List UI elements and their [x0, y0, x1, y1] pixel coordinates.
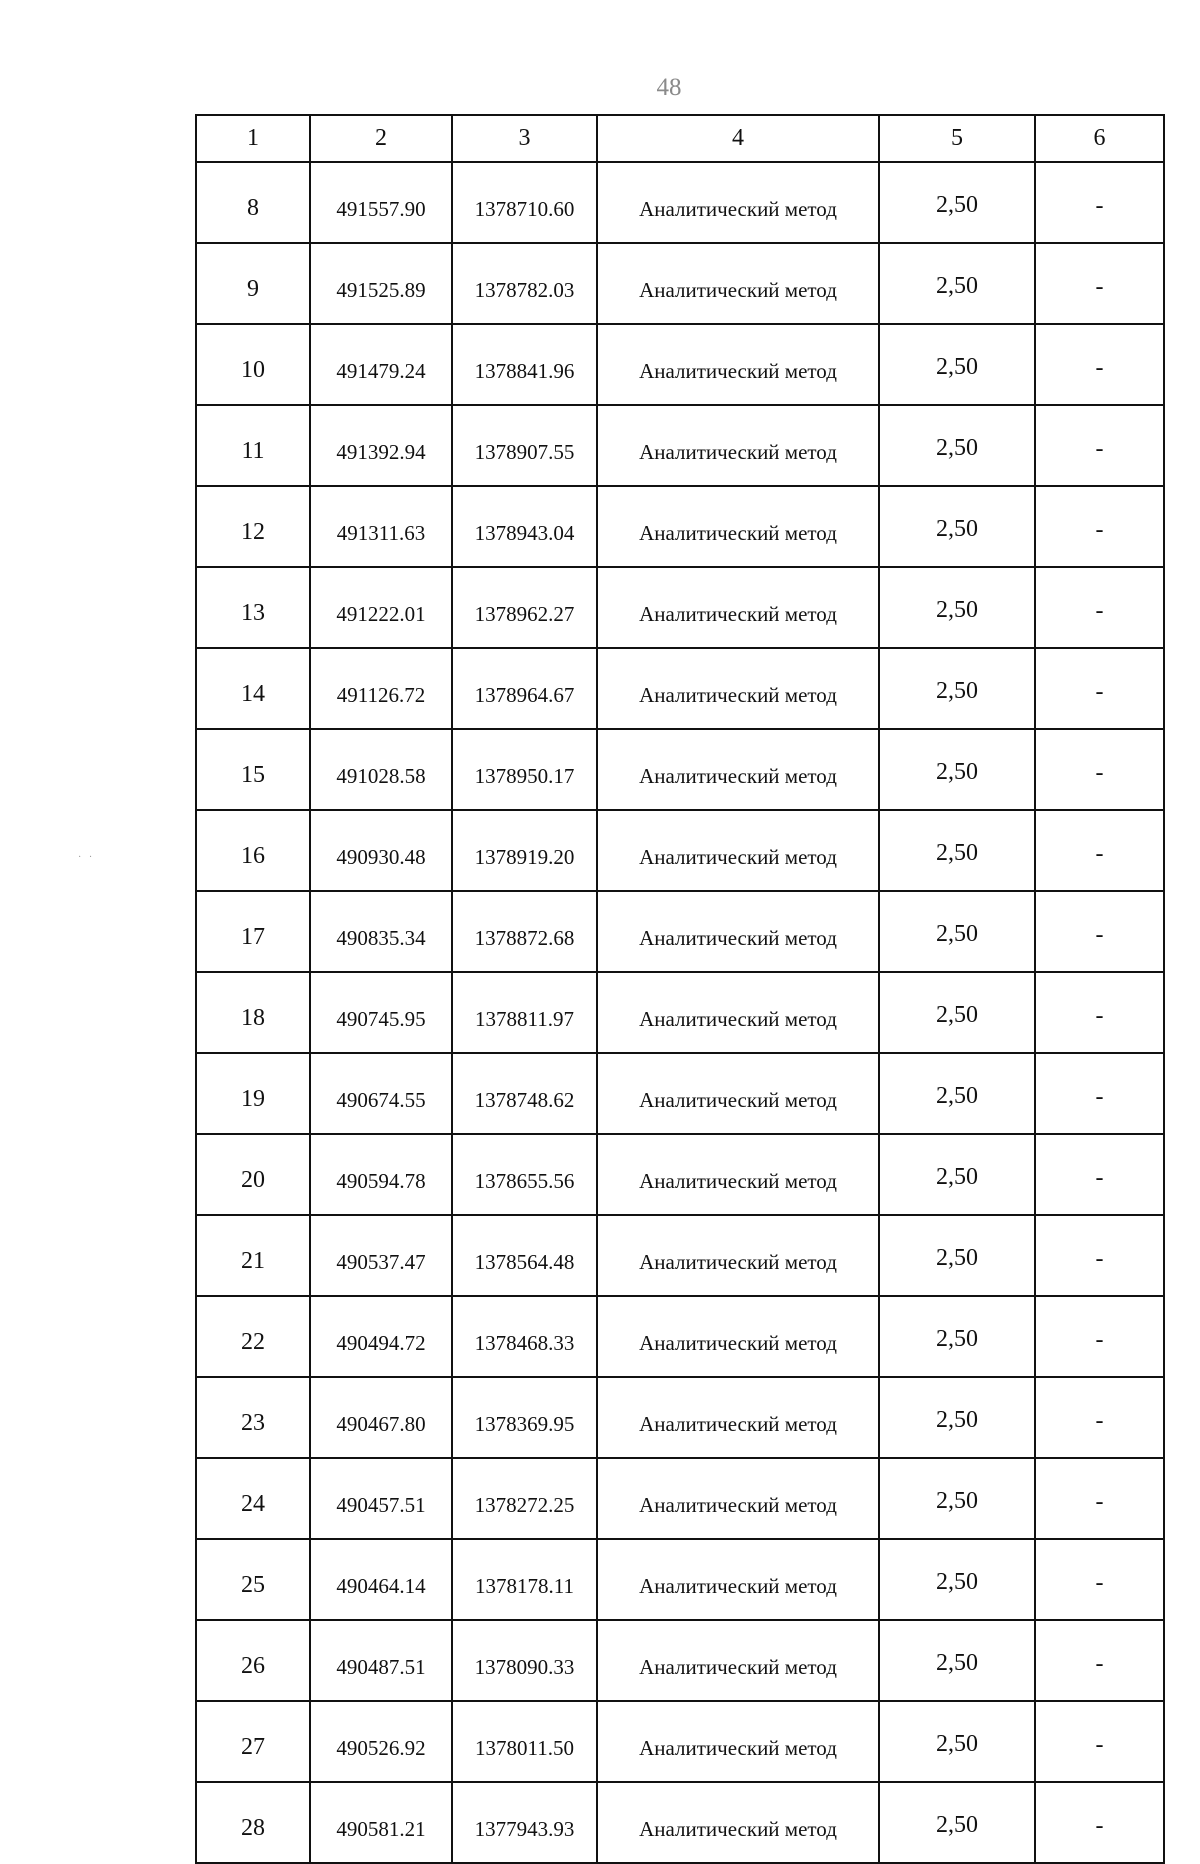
table-body [196, 162, 1164, 1863]
cell-method: Аналитический метод [597, 1377, 879, 1458]
cell-accuracy: 2,50 [879, 1782, 1035, 1863]
cell-y-coordinate: 1378811.97 [452, 972, 597, 1053]
cell-accuracy: 2,50 [879, 1296, 1035, 1377]
scan-specks: · · [78, 852, 93, 863]
cell-accuracy: 2,50 [879, 162, 1035, 243]
cell-method: Аналитический метод [597, 810, 879, 891]
cell-y-coordinate: 1377943.93 [452, 1782, 597, 1863]
cell-method: Аналитический метод [597, 324, 879, 405]
cell-y-coordinate: 1378950.17 [452, 729, 597, 810]
cell-method: Аналитический метод [597, 1782, 879, 1863]
cell-note: - [1035, 648, 1164, 729]
cell-accuracy: 2,50 [879, 1620, 1035, 1701]
cell-note: - [1035, 1134, 1164, 1215]
coordinates-table [195, 114, 1165, 1864]
cell-y-coordinate: 1378841.96 [452, 324, 597, 405]
table-row [196, 810, 1164, 891]
cell-point-number: 11 [196, 405, 310, 486]
cell-point-number: 10 [196, 324, 310, 405]
cell-accuracy: 2,50 [879, 1053, 1035, 1134]
cell-y-coordinate: 1378782.03 [452, 243, 597, 324]
cell-y-coordinate: 1378090.33 [452, 1620, 597, 1701]
page-number: 48 [656, 74, 682, 101]
cell-note: - [1035, 1296, 1164, 1377]
cell-y-coordinate: 1378962.27 [452, 567, 597, 648]
cell-x-coordinate: 490487.51 [310, 1620, 452, 1701]
cell-y-coordinate: 1378748.62 [452, 1053, 597, 1134]
cell-accuracy: 2,50 [879, 891, 1035, 972]
cell-note: - [1035, 405, 1164, 486]
cell-y-coordinate: 1378872.68 [452, 891, 597, 972]
table-row [196, 162, 1164, 243]
cell-note: - [1035, 567, 1164, 648]
cell-method: Аналитический метод [597, 891, 879, 972]
cell-method: Аналитический метод [597, 972, 879, 1053]
cell-accuracy: 2,50 [879, 1539, 1035, 1620]
cell-y-coordinate: 1378178.11 [452, 1539, 597, 1620]
cell-note: - [1035, 891, 1164, 972]
cell-y-coordinate: 1378943.04 [452, 486, 597, 567]
cell-point-number: 27 [196, 1701, 310, 1782]
cell-x-coordinate: 491479.24 [310, 324, 452, 405]
header-col-6: 6 [1035, 115, 1164, 162]
table-row [196, 891, 1164, 972]
header-col-2: 2 [310, 115, 452, 162]
cell-point-number: 16 [196, 810, 310, 891]
cell-method: Аналитический метод [597, 1539, 879, 1620]
cell-x-coordinate: 490594.78 [310, 1134, 452, 1215]
table-row [196, 486, 1164, 567]
cell-accuracy: 2,50 [879, 648, 1035, 729]
table-row [196, 1296, 1164, 1377]
table-row [196, 1782, 1164, 1863]
cell-point-number: 25 [196, 1539, 310, 1620]
table-row [196, 648, 1164, 729]
table-row [196, 972, 1164, 1053]
cell-note: - [1035, 486, 1164, 567]
cell-method: Аналитический метод [597, 1620, 879, 1701]
cell-x-coordinate: 491126.72 [310, 648, 452, 729]
cell-x-coordinate: 491222.01 [310, 567, 452, 648]
cell-x-coordinate: 490581.21 [310, 1782, 452, 1863]
cell-x-coordinate: 490835.34 [310, 891, 452, 972]
cell-note: - [1035, 1458, 1164, 1539]
cell-accuracy: 2,50 [879, 1458, 1035, 1539]
table-row [196, 1053, 1164, 1134]
table-row [196, 1620, 1164, 1701]
cell-x-coordinate: 490537.47 [310, 1215, 452, 1296]
table-row [196, 1458, 1164, 1539]
cell-accuracy: 2,50 [879, 324, 1035, 405]
cell-note: - [1035, 1377, 1164, 1458]
table-row [196, 405, 1164, 486]
cell-accuracy: 2,50 [879, 405, 1035, 486]
cell-method: Аналитический метод [597, 405, 879, 486]
cell-y-coordinate: 1378710.60 [452, 162, 597, 243]
cell-note: - [1035, 243, 1164, 324]
cell-note: - [1035, 162, 1164, 243]
cell-point-number: 8 [196, 162, 310, 243]
cell-accuracy: 2,50 [879, 810, 1035, 891]
cell-x-coordinate: 491028.58 [310, 729, 452, 810]
cell-x-coordinate: 490457.51 [310, 1458, 452, 1539]
cell-point-number: 17 [196, 891, 310, 972]
cell-x-coordinate: 491392.94 [310, 405, 452, 486]
table-row [196, 1377, 1164, 1458]
cell-x-coordinate: 490674.55 [310, 1053, 452, 1134]
cell-accuracy: 2,50 [879, 1701, 1035, 1782]
cell-note: - [1035, 972, 1164, 1053]
cell-method: Аналитический метод [597, 162, 879, 243]
cell-point-number: 13 [196, 567, 310, 648]
cell-note: - [1035, 1053, 1164, 1134]
cell-accuracy: 2,50 [879, 243, 1035, 324]
cell-method: Аналитический метод [597, 1296, 879, 1377]
cell-accuracy: 2,50 [879, 1377, 1035, 1458]
cell-accuracy: 2,50 [879, 972, 1035, 1053]
cell-x-coordinate: 491525.89 [310, 243, 452, 324]
table-row [196, 243, 1164, 324]
cell-point-number: 18 [196, 972, 310, 1053]
table-row [196, 1701, 1164, 1782]
header-col-5: 5 [879, 115, 1035, 162]
cell-point-number: 12 [196, 486, 310, 567]
cell-accuracy: 2,50 [879, 567, 1035, 648]
cell-note: - [1035, 729, 1164, 810]
cell-accuracy: 2,50 [879, 1134, 1035, 1215]
cell-point-number: 14 [196, 648, 310, 729]
cell-point-number: 22 [196, 1296, 310, 1377]
table-row [196, 1539, 1164, 1620]
cell-accuracy: 2,50 [879, 729, 1035, 810]
cell-x-coordinate: 490467.80 [310, 1377, 452, 1458]
cell-point-number: 19 [196, 1053, 310, 1134]
cell-y-coordinate: 1378655.56 [452, 1134, 597, 1215]
cell-accuracy: 2,50 [879, 1215, 1035, 1296]
cell-y-coordinate: 1378468.33 [452, 1296, 597, 1377]
cell-x-coordinate: 490464.14 [310, 1539, 452, 1620]
cell-note: - [1035, 1782, 1164, 1863]
cell-y-coordinate: 1378907.55 [452, 405, 597, 486]
cell-point-number: 9 [196, 243, 310, 324]
cell-point-number: 23 [196, 1377, 310, 1458]
cell-method: Аналитический метод [597, 567, 879, 648]
cell-method: Аналитический метод [597, 648, 879, 729]
cell-point-number: 24 [196, 1458, 310, 1539]
cell-x-coordinate: 490526.92 [310, 1701, 452, 1782]
header-col-1: 1 [196, 115, 310, 162]
cell-y-coordinate: 1378369.95 [452, 1377, 597, 1458]
cell-method: Аналитический метод [597, 1701, 879, 1782]
cell-method: Аналитический метод [597, 243, 879, 324]
cell-method: Аналитический метод [597, 1053, 879, 1134]
table-row [196, 729, 1164, 810]
cell-method: Аналитический метод [597, 1134, 879, 1215]
table-row [196, 567, 1164, 648]
cell-y-coordinate: 1378564.48 [452, 1215, 597, 1296]
cell-note: - [1035, 324, 1164, 405]
table-row [196, 324, 1164, 405]
cell-method: Аналитический метод [597, 729, 879, 810]
cell-method: Аналитический метод [597, 1458, 879, 1539]
header-col-3: 3 [452, 115, 597, 162]
cell-point-number: 26 [196, 1620, 310, 1701]
table-header-row [196, 115, 1164, 162]
cell-x-coordinate: 490745.95 [310, 972, 452, 1053]
cell-note: - [1035, 1701, 1164, 1782]
cell-note: - [1035, 810, 1164, 891]
cell-note: - [1035, 1215, 1164, 1296]
table-row [196, 1134, 1164, 1215]
cell-y-coordinate: 1378011.50 [452, 1701, 597, 1782]
cell-method: Аналитический метод [597, 1215, 879, 1296]
cell-x-coordinate: 490930.48 [310, 810, 452, 891]
cell-x-coordinate: 491557.90 [310, 162, 452, 243]
cell-y-coordinate: 1378919.20 [452, 810, 597, 891]
cell-x-coordinate: 491311.63 [310, 486, 452, 567]
cell-method: Аналитический метод [597, 486, 879, 567]
cell-note: - [1035, 1539, 1164, 1620]
cell-point-number: 20 [196, 1134, 310, 1215]
cell-point-number: 28 [196, 1782, 310, 1863]
cell-y-coordinate: 1378272.25 [452, 1458, 597, 1539]
cell-point-number: 15 [196, 729, 310, 810]
header-col-4: 4 [597, 115, 879, 162]
table-row [196, 1215, 1164, 1296]
cell-point-number: 21 [196, 1215, 310, 1296]
cell-note: - [1035, 1620, 1164, 1701]
cell-accuracy: 2,50 [879, 486, 1035, 567]
cell-x-coordinate: 490494.72 [310, 1296, 452, 1377]
cell-y-coordinate: 1378964.67 [452, 648, 597, 729]
